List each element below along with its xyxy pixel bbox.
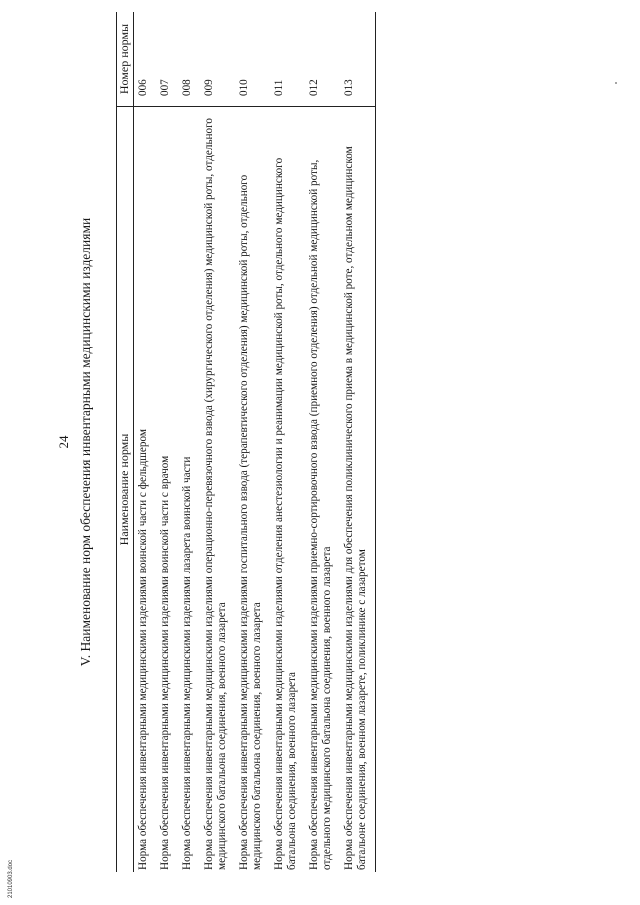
norm-name: Норма обеспечения инвентарными медицинскими изделиями воинской части с врачом bbox=[159, 455, 171, 870]
table-row bbox=[178, 12, 200, 872]
table-row bbox=[200, 12, 235, 872]
table-row bbox=[134, 12, 157, 872]
header-name: Наименование нормы bbox=[117, 107, 134, 873]
table-header-row bbox=[117, 12, 134, 872]
rotated-page bbox=[50, 12, 610, 872]
norm-name: Норма обеспечения инвентарными медицинскими изделиями для обеспечения поликлинического приема в медицинской роте, отдельном медицинском батальоне соединения, военном лазарете, поликлинике с лазаретом bbox=[340, 107, 376, 873]
norm-number: 006 bbox=[134, 12, 157, 107]
norm-name: Норма обеспечения инвентарными медицинскими изделиями приемно-сортировочного взвода (приемного отделения) отдельной медицинской роты, отдельного медицинского батальона соединения, военного лазарета bbox=[308, 159, 333, 870]
scan-speck bbox=[615, 82, 617, 84]
table-row bbox=[270, 12, 305, 872]
table-row bbox=[305, 12, 340, 872]
norm-number: 012 bbox=[305, 12, 340, 107]
table-row bbox=[235, 12, 270, 872]
page-number: 24 bbox=[56, 435, 71, 449]
norm-name: Норма обеспечения инвентарными медицинскими изделиями воинской части с фельдшером bbox=[137, 429, 149, 870]
norm-number: 007 bbox=[156, 12, 178, 107]
file-stamp: 21010903.doc bbox=[8, 859, 14, 898]
norm-number: 009 bbox=[200, 12, 235, 107]
norm-name: Норма обеспечения инвентарными медицинскими изделиями госпитального взвода (терапевтического отделения) медицинской роты, отдельного медицинского батальона соединения, военного лазарета bbox=[238, 174, 263, 870]
norm-number: 008 bbox=[178, 12, 200, 107]
norm-number: 013 bbox=[340, 12, 376, 107]
norm-name: Норма обеспечения инвентарными медицинскими изделиями отделения анестезиологии и реанимации медицинской роты, отдельного медицинского батальона соединения, военного лазарета bbox=[273, 157, 298, 870]
norm-number: 010 bbox=[235, 12, 270, 107]
norm-number: 011 bbox=[270, 12, 305, 107]
norm-name: Норма обеспечения инвентарными медицинскими изделиями операционно-перевязочного взвода (хирургического отделения) медицинской роты, отдельного медицинского батальона соединения, военного лазарета bbox=[203, 117, 228, 870]
norms-table bbox=[116, 12, 376, 872]
table-row bbox=[156, 12, 178, 872]
norm-name: Норма обеспечения инвентарными медицинскими изделиями лазарета воинской части bbox=[181, 456, 193, 870]
table-row bbox=[340, 12, 376, 872]
section-title: V. Наименование норм обеспечения инвентарными медицинскими изделиями bbox=[78, 217, 93, 667]
header-number: Номер нормы bbox=[117, 12, 134, 107]
